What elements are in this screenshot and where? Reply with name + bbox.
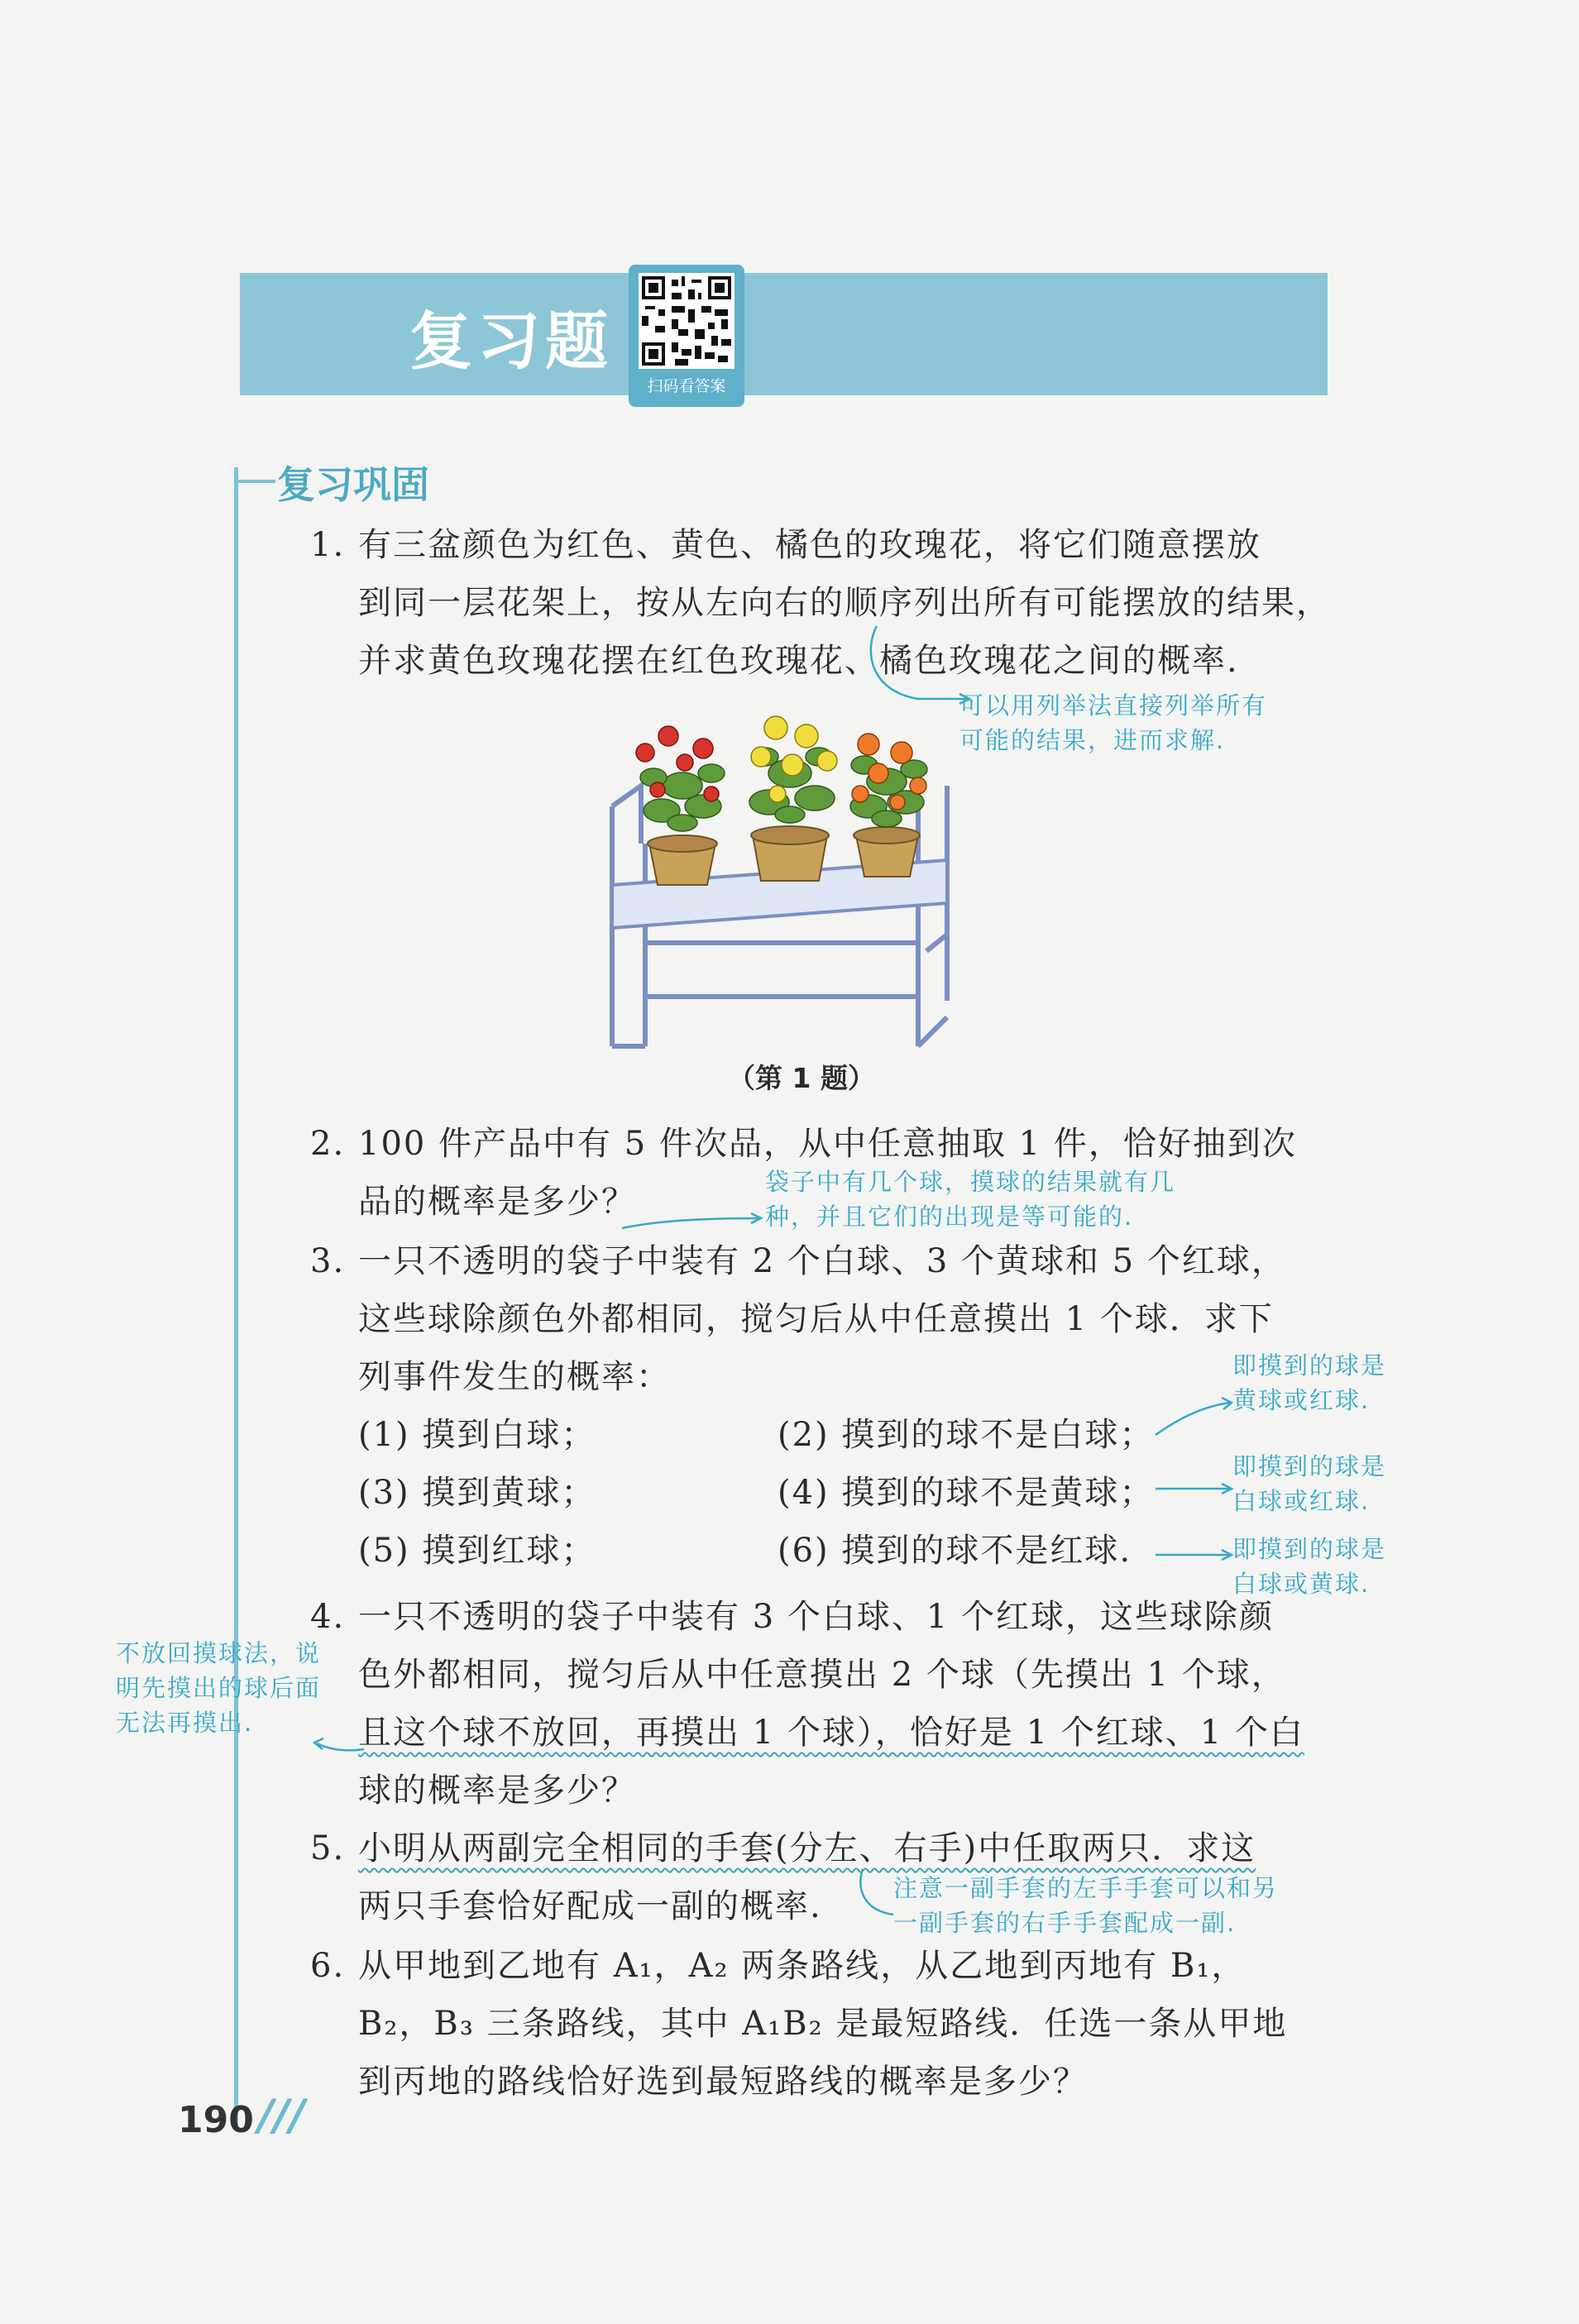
section-title: 复习巩固 [277, 462, 429, 507]
question-number: 5. [310, 1829, 346, 1867]
question-5-line-2: 两只手套恰好配成一副的概率. [358, 1887, 822, 1925]
question-3-line-3: 列事件发生的概率： [358, 1358, 671, 1396]
question-1-line-3: 并求黄色玫瑰花摆在红色玫瑰花、橘色玫瑰花之间的概率. [358, 642, 1239, 680]
question-4-line-3: 且这个球不放回，再摸出 1 个球），恰好是 1 个红球、1 个白 [358, 1714, 1304, 1752]
annotation-arrow [310, 1720, 368, 1762]
annotation-arrow [1154, 1542, 1237, 1567]
title-banner [240, 273, 1328, 395]
question-4 [310, 1588, 1274, 1646]
annotation-note-3c-2: 白球或黄球. [1232, 1570, 1371, 1598]
question-3-item-1: (1) 摸到白球； [358, 1416, 596, 1454]
question-number: 1. [310, 526, 346, 564]
question-6-line-2: B₂，B₃ 三条路线，其中 A₁B₂ 是最短路线．任选一条从甲地 [358, 2005, 1288, 2043]
question-number: 3. [310, 1242, 346, 1280]
annotation-arrow [1154, 1389, 1237, 1439]
annotation-note-3a-2: 黄球或红球. [1232, 1386, 1371, 1414]
question-text: 一只不透明的袋子中装有 2 个白球、3 个黄球和 5 个红球， [358, 1242, 1286, 1280]
annotation-note-4b: 明先摸出的球后面 [116, 1674, 322, 1702]
question-text: 小明从两副完全相同的手套(分左、右手)中任取两只．求这 [358, 1829, 1256, 1867]
question-3 [310, 1232, 1286, 1290]
page-title: 复习题 [409, 304, 613, 378]
section-tick [234, 480, 275, 483]
page-decoration: /// [258, 2091, 305, 2140]
figure-caption: （第 1 题） [728, 1062, 875, 1094]
page-number: 190 [178, 2099, 254, 2141]
annotation-note-3c: 即摸到的球是 [1232, 1535, 1387, 1563]
question-5 [310, 1820, 1256, 1877]
question-text: 从甲地到乙地有 A₁，A₂ 两条路线，从乙地到丙地有 B₁， [358, 1947, 1246, 1985]
question-3-item-6: (6) 摸到的球不是红球. [778, 1532, 1132, 1570]
question-text: 100 件产品中有 5 件次品，从中任意抽取 1 件，恰好抽到次 [358, 1125, 1297, 1163]
question-2-line-2: 品的概率是多少？ [358, 1183, 636, 1221]
question-number: 4. [310, 1598, 346, 1636]
annotation-note-3b-2: 白球或红球. [1232, 1487, 1371, 1515]
question-1-line-2: 到同一层花架上，按从左向右的顺序列出所有可能摆放的结果， [358, 584, 1331, 622]
question-4-line-4: 球的概率是多少？ [358, 1772, 636, 1810]
question-number: 2. [310, 1125, 346, 1163]
flower-stand-illustration [579, 711, 993, 1054]
annotation-note-3b: 即摸到的球是 [1232, 1452, 1387, 1480]
section-sidebar-line [234, 467, 238, 2126]
annotation-note-1b: 可能的结果，进而求解. [959, 726, 1226, 754]
question-text: 有三盆颜色为红色、黄色、橘色的玫瑰花，将它们随意摆放 [358, 526, 1261, 564]
annotation-note-2b: 种，并且它们的出现是等可能的. [765, 1203, 1134, 1231]
annotation-arrow [856, 1865, 897, 1923]
annotation-note-1: 可以用列举法直接列举所有 [959, 691, 1268, 720]
annotation-note-4: 不放回摸球法，说 [116, 1639, 322, 1667]
annotation-arrow [1154, 1476, 1237, 1501]
qr-caption: 扫码看答案 [647, 377, 726, 395]
question-4-line-2: 色外都相同，搅匀后从中任意摸出 2 个球（先摸出 1 个球， [358, 1656, 1286, 1694]
question-6-line-3: 到丙地的路线恰好选到最短路线的概率是多少？ [358, 2063, 1088, 2101]
question-3-item-4: (4) 摸到的球不是黄球； [778, 1474, 1155, 1512]
annotation-arrow [620, 1203, 765, 1236]
annotation-note-2: 袋子中有几个球，摸球的结果就有几 [765, 1168, 1176, 1196]
qr-code-icon[interactable] [639, 273, 734, 369]
question-6 [310, 1937, 1246, 1995]
question-number: 6. [310, 1947, 346, 1985]
annotation-arrow [860, 624, 976, 715]
annotation-note-5: 注意一副手套的左手手套可以和另 [893, 1874, 1279, 1902]
annotation-note-4c: 无法再摸出. [116, 1709, 254, 1737]
question-3-line-2: 这些球除颜色外都相同，搅匀后从中任意摸出 1 个球．求下 [358, 1300, 1274, 1338]
question-3-item-5: (5) 摸到红球； [358, 1532, 596, 1570]
question-3-item-3: (3) 摸到黄球； [358, 1474, 596, 1512]
question-1 [310, 516, 1261, 574]
annotation-note-3a: 即摸到的球是 [1232, 1351, 1387, 1380]
question-text: 一只不透明的袋子中装有 3 个白球、1 个红球，这些球除颜 [358, 1598, 1275, 1636]
question-3-item-2: (2) 摸到的球不是白球； [778, 1416, 1155, 1454]
annotation-note-5b: 一副手套的右手手套配成一副. [893, 1909, 1237, 1937]
